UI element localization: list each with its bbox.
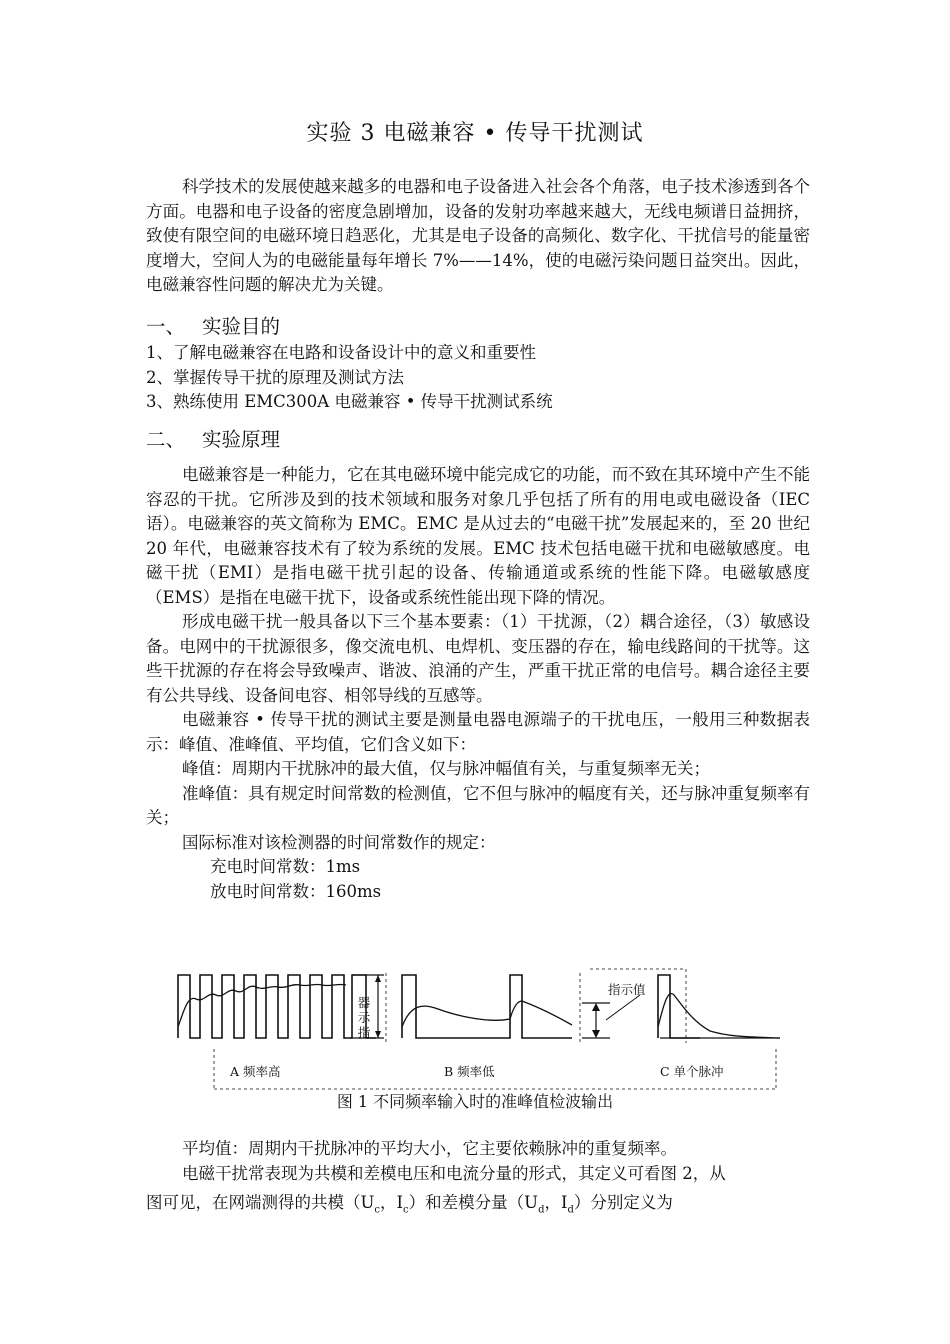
peak-definition: 峰值：周期内干扰脉冲的最大值，仅与脉冲幅值有关，与重复频率无关； (182, 759, 710, 778)
text-run: ，I (380, 1193, 404, 1212)
text-run: ，I (544, 1193, 568, 1212)
subscript: d (567, 1204, 574, 1216)
pulse-train-a (178, 975, 376, 1038)
discharge-time-constant: 放电时间常数：160ms (210, 881, 382, 901)
list-item: 3、熟练使用 EMC300A 电磁兼容 • 传导干扰测试系统 (146, 392, 553, 411)
panel-b-label: B 频率低 (444, 1064, 495, 1079)
text-run: 图可见，在网端测得的共模（U (146, 1193, 375, 1212)
panel-c-label: C 单个脉冲 (660, 1064, 724, 1079)
standard-note: 国际标准对该检测器的时间常数作的规定： (182, 832, 496, 852)
after-figure-block (146, 1136, 810, 1222)
principle-paragraph-2: 形成电磁干扰一般具备以下三个基本要素：（1）干扰源，（2）耦合途径，（3）敏感设备。电网中的干扰源很多，像交流电机、电焊机、变压器的存在，输电线路间的干扰等。这些干扰源的存在将会导致噪声、谐波、浪涌的产生，严重干扰正常的电信号。耦合途径主要有公共导线、设备间电容、相邻导线的互感等。 (146, 612, 810, 705)
common-differential-definition (146, 1190, 810, 1222)
principle-block (146, 463, 810, 904)
average-definition: 平均值：周期内干扰脉冲的平均大小，它主要依赖脉冲的重复频率。 (182, 1139, 677, 1158)
objectives-list (146, 341, 810, 415)
list-item: 1、了解电磁兼容在电路和设备设计中的意义和重要性 (146, 343, 536, 362)
text-run: ）和差模分量（U (408, 1193, 539, 1212)
section1-title: 实验目的 (202, 315, 281, 338)
vertical-char: 器 (357, 995, 371, 1010)
vertical-char: 指 (357, 1025, 371, 1040)
quasi-peak-definition: 准峰值：具有规定时间常数的检测值，它不但与脉冲的幅度有关，还与脉冲重复频率有关； (146, 783, 810, 827)
detector-output-c (658, 994, 780, 1038)
list-item: 2、掌握传导干扰的原理及测试方法 (146, 367, 404, 387)
subscript: d (538, 1204, 545, 1216)
text-run: ）分别定义为 (573, 1193, 673, 1212)
figure-caption: 图 1 不同频率输入时的准峰值检波输出 (336, 1092, 614, 1111)
principle-paragraph-1: 电磁兼容是一种能力，它在其电磁环境中能完成它的功能，而不致在其环境中产生不能容忍的干扰。它所涉及到的技术领域和服务对象几乎包括了所有的用电或电磁设备（IEC 语）。电磁兼容的英文简称为 EMC。EMC 是从过去的“电磁干扰”发展起来的，至 20 世纪 20 年代，电磁兼容技术有了较为系统的发展。EMC 技术包括电磁干扰和电磁敏感度。电磁干扰（EMI）是指电磁干扰引起的设备、传输通道或系统的性能下降。电磁敏感度（EMS）是指在电磁干扰下，设备或系统性能出现下降的情况。 (146, 465, 810, 607)
section2-title: 实验原理 (202, 428, 281, 451)
section2-number: 二、 (146, 428, 186, 451)
vertical-char: 示 (357, 1010, 371, 1025)
section1-heading (146, 311, 280, 339)
section2-heading (146, 424, 280, 452)
charge-time-constant: 充电时间常数：1ms (210, 857, 361, 876)
detector-output-a (178, 984, 346, 1027)
common-differential-intro: 电磁干扰常表现为共模和差模电压和电流分量的形式，其定义可看图 2，从 (182, 1164, 726, 1183)
intro-paragraph: 科学技术的发展使越来越多的电器和电子设备进入社会各个角落，电子技术渗透到各个方面。电器和电子设备的密度急剧增加，设备的发射功率越来越大，无线电频谱日益拥挤，致使有限空间的电磁环境日趋恶化，尤其是电子设备的高频化、数字化、干扰信号的能量密度增大，空间人为的电磁能量每年增长 7%——14%，使的电磁污染问题日益突出。因此，电磁兼容性问题的解决尤为关键。 (146, 177, 810, 294)
intro-block (146, 175, 810, 298)
section1-number: 一、 (146, 315, 186, 338)
pulse-single-c (658, 975, 700, 1038)
indicator-vertical-label (356, 995, 372, 1040)
principle-paragraph-3: 电磁兼容 • 传导干扰的测试主要是测量电器电源端子的干扰电压，一般用三种数据表示：峰值、准峰值、平均值，它们含义如下： (146, 710, 810, 754)
detector-output-b (402, 1001, 572, 1027)
indicator-label: 指示值 (608, 982, 646, 997)
panel-a-label: A 频率高 (230, 1064, 281, 1079)
subscript: c (374, 1204, 381, 1216)
page-title: 实验 3 电磁兼容 • 传导干扰测试 (306, 121, 644, 146)
subscript: c (403, 1204, 409, 1216)
